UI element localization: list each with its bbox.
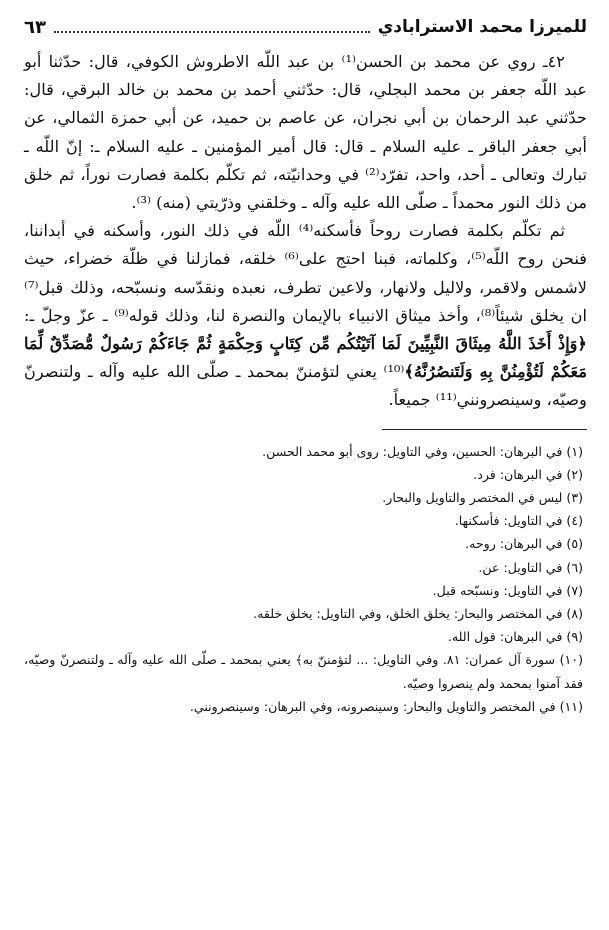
footnote-5: (٥) في البرهان: روحه. <box>465 536 583 552</box>
footnote-10: (١٠) سورة آل عمران: ٨١. وفي التاويل: ... لتؤمننّ به﴾ يعني بمحمد ـ صلّى الله عليه وآله ـ ولتنصرنّ وصيّه، فقد آمنوا بمحمد ولم ينصروا وصيّه. <box>24 652 583 691</box>
paragraph-hadith-42: ٤٢ـ روي عن محمد بن الحسن⁽¹⁾ بن عبد اللّه الاطروش الكوفي، قال: حدّثنا أبو عبد اللّه جعفر بن محمد البجلي، قال: حدّثني أحمد بن محمد بن خالد البرقي، قال: حدّثني عبد الرحمان بن أبي نجران، عن عاصم بن حميد، عن أبي حمزة الثمالي، عن أبي جعفر الباقر ـ عليه السلام ـ قال: قال أمير المؤمنين ـ عليه السلام ـ: إنّ اللّه ـ تبارك وتعالى ـ أحد، واحد، تفرّد⁽²⁾ في وحدانيّته، ثم تكلّم بكلمة فصارت نوراً، ثم خلق من ذلك النور محمداً ـ صلّى الله عليه وآله ـ وخلقني وذرّيتي (منه) ⁽³⁾. <box>24 52 587 213</box>
verse-commentary: ⁽¹⁰⁾ يعني لتؤمننّ بمحمد ـ صلّى الله عليه وآله ـ ولتنصرنّ وصيّه، وسينصرونني⁽¹¹⁾ جميعاً. <box>24 362 587 410</box>
footnote-11: (١١) في المختصر والتاويل والبحار: وسينصرونه، وفي البرهان: وسينصرونني. <box>189 698 583 714</box>
footnote-7: (٧) في التاويل: ونسبّحه قبل. <box>432 582 583 598</box>
running-header <box>24 0 587 44</box>
main-text <box>24 48 587 415</box>
footnote-1: (١) في البرهان: الحسين، وفي التاويل: روى أبو محمد الحسن. <box>262 443 583 459</box>
paragraph-text: ثم تكلّم بكلمة فصارت روحاً فأسكنه⁽⁴⁾ اللّه في ذلك النور، وأسكنه في أبداننا، فنحن روح اللّه⁽⁵⁾، وكلماته، فبنا احتج على⁽⁶⁾ خلقه، فمازلنا في ظلّة خضراء، حيث لاشمس ولاقمر، ولاليل ولانهار، ولاعين تطرف، نعبده ونقدّسه ونسبّحه، وذلك قبل⁽⁷⁾ ان يخلق شيئاً⁽⁸⁾، وأخذ ميثاق الانبياء بالإيمان والنصرة لنا، وذلك قوله⁽⁹⁾ ـ عزّ وجلّ ـ: <box>24 221 588 325</box>
footnote-2: (٢) في البرهان: فرد. <box>473 466 583 482</box>
footnote-6: (٦) في التاويل: عن. <box>478 559 583 575</box>
footnote-8: (٨) في المختصر والبحار: يخلق الخلق، وفي التاويل: يخلق خلقه. <box>253 606 583 622</box>
header-dotted-leader <box>54 21 370 33</box>
footnote-3: (٣) ليس في المختصر والتاويل والبحار. <box>382 490 583 506</box>
header-title: للميرزا محمد الاسترابادي <box>377 17 587 37</box>
quran-verse: ﴿وَإِذْ أَخَذَ اللَّهُ مِيثَاقَ النَّبِيِّينَ لَمَا آتَيْتُكُم مِّن كِتَابٍ وَحِكْمَةٍ ثُمَّ جَاءَكُمْ رَسُولٌ مُّصَدِّقٌ لِّمَا مَعَكُمْ لَتُؤْمِنُنَّ بِهِ وَلَتَنصُرُنَّهُ﴾ <box>24 334 587 382</box>
footnote-4: (٤) في التاويل: فأسكنها. <box>454 513 583 529</box>
footnotes <box>24 440 587 718</box>
footnote-9: (٩) في البرهان: قول الله. <box>447 629 583 645</box>
page-number: ٦٣ <box>24 16 46 38</box>
paragraph-continuation <box>24 217 587 414</box>
footnote-divider <box>382 429 587 430</box>
